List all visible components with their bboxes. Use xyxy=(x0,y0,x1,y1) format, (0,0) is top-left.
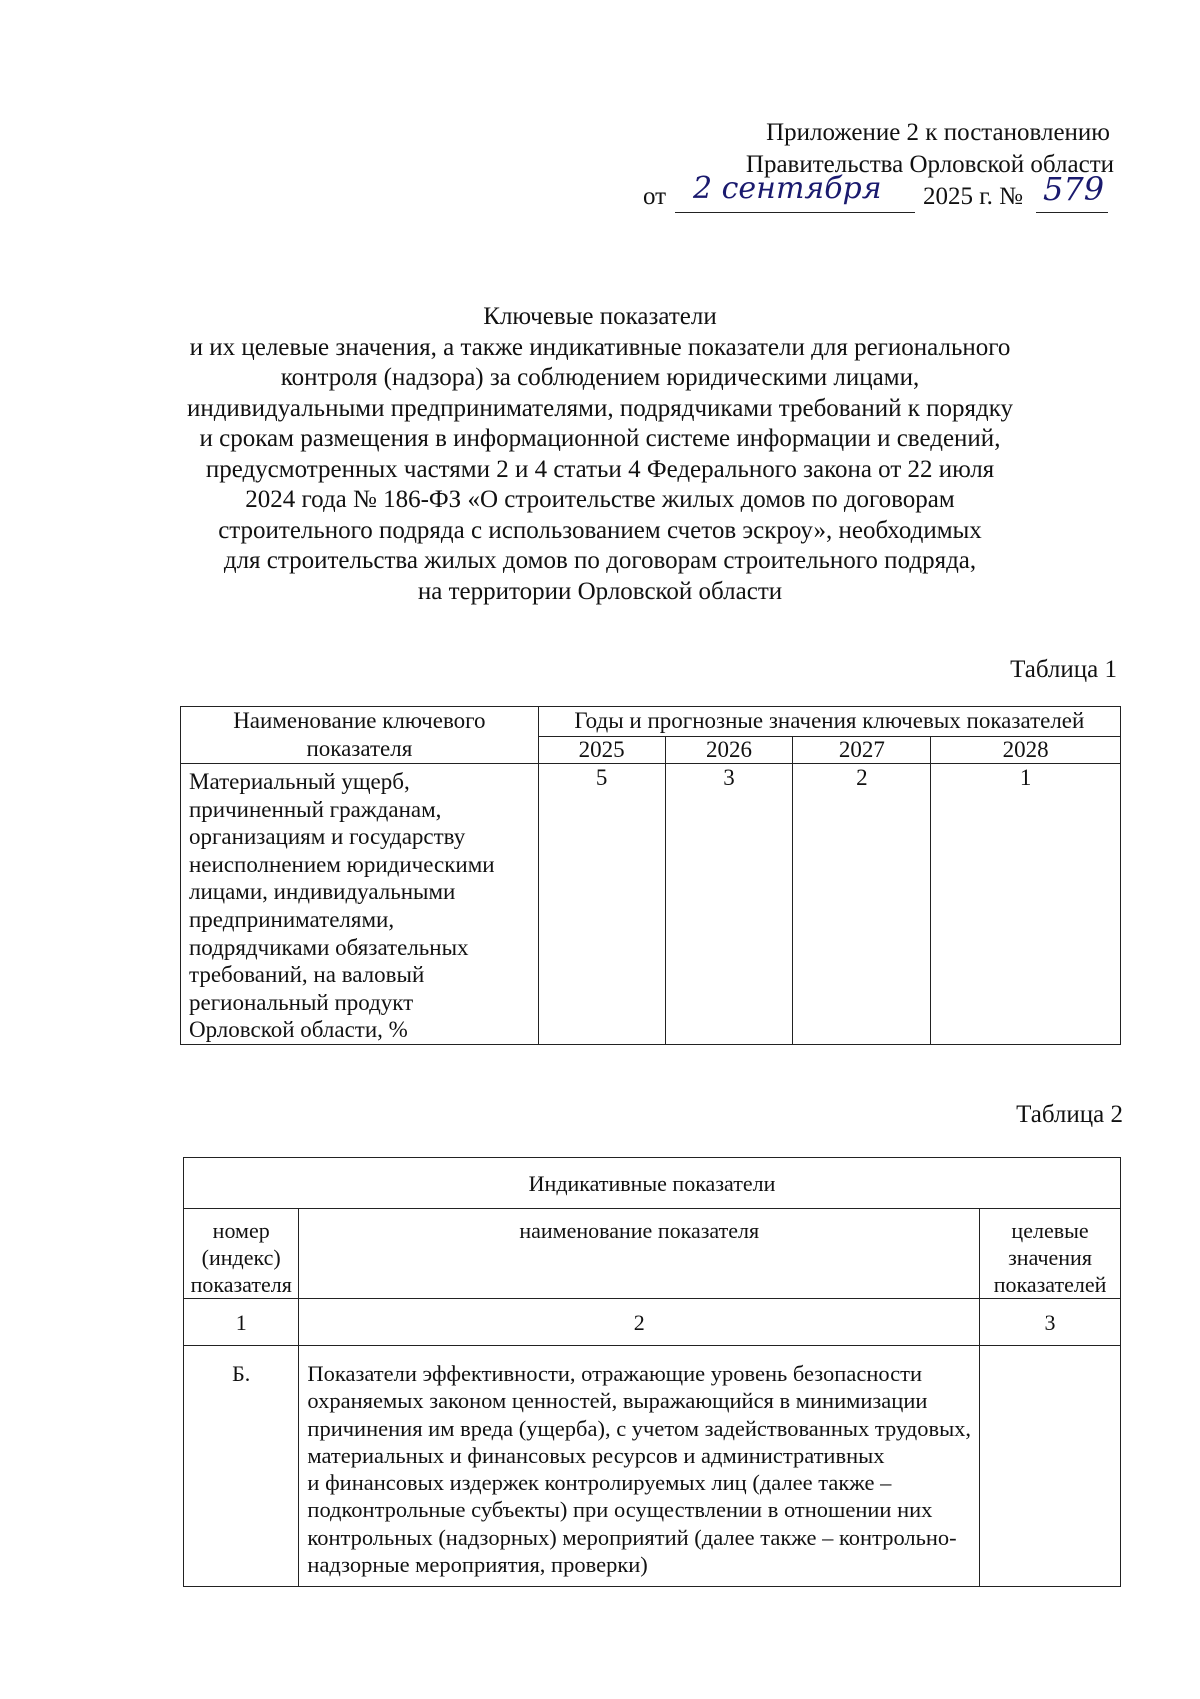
name-line: причиненный гражданам, xyxy=(189,796,442,822)
title-line: контроля (надзора) за соблюдением юридическими лицами, xyxy=(280,364,920,391)
years-header: Годы и прогнозные значения ключевых показателей xyxy=(538,707,1120,737)
document-title xyxy=(150,302,1050,607)
title-line: индивидуальными предпринимателями, подрядчиками требований к порядку xyxy=(186,394,1014,422)
name-line: лицами, индивидуальными xyxy=(189,879,456,905)
value-2025: 5 xyxy=(538,764,665,1045)
title-line: Ключевые показатели xyxy=(483,303,717,330)
description-line: Показатели эффективности, отражающие уровень безопасности xyxy=(307,1361,923,1386)
appendix-line: Приложение 2 к постановлению xyxy=(766,119,1110,146)
table-row xyxy=(181,764,1121,1045)
date-number-line xyxy=(643,170,1113,218)
header-text: номер (индекс) xyxy=(201,1218,281,1270)
name-line: организациям и государству xyxy=(189,824,466,850)
name-line: Материальный ущерб, xyxy=(189,769,410,794)
indicator-name xyxy=(181,764,539,1045)
year-2025: 2025 xyxy=(538,736,665,763)
index-header xyxy=(184,1209,299,1299)
description-line: подконтрольные субъекты) при осуществлении в отношении них xyxy=(307,1497,933,1523)
table2-caption: Таблица 2 xyxy=(1016,1101,1123,1128)
row-target xyxy=(980,1346,1121,1587)
handwritten-number: 579 xyxy=(1043,170,1105,208)
title-line: предусмотренных частями 2 и 4 статьи 4 Федерального закона от 22 июля xyxy=(205,455,995,483)
indicative-title: Индикативные показатели xyxy=(184,1158,1121,1209)
from-label: от xyxy=(643,183,667,210)
year-2028: 2028 xyxy=(931,736,1121,763)
description-line: надзорные мероприятия, проверки) xyxy=(307,1552,648,1578)
table-row xyxy=(184,1346,1121,1587)
name-line: требований, на валовый xyxy=(189,962,425,988)
title-line: и срокам размещения в информационной системе информации и сведений, xyxy=(199,425,1001,452)
target-header xyxy=(980,1209,1121,1299)
description-line: контрольных (надзорных) мероприятий (далее также – контрольно- xyxy=(307,1524,957,1550)
column-number-1: 1 xyxy=(184,1299,299,1346)
title-line: на территории Орловской области xyxy=(417,577,783,605)
handwritten-date: 2 сентября xyxy=(693,171,882,206)
title-line: и их целевые значения, а также индикативные показатели для регионального xyxy=(189,333,1011,361)
name-line: неисполнением юридическими xyxy=(189,851,495,877)
header-text: Наименование ключевого xyxy=(233,708,486,733)
name-line: предпринимателями, xyxy=(189,906,395,932)
year-2027: 2027 xyxy=(793,736,931,763)
name-line: подрядчиками обязательных xyxy=(189,934,469,960)
government-line: Правительства Орловской области xyxy=(745,151,1114,178)
name-header: наименование показателя xyxy=(299,1209,980,1299)
title-line: строительного подряда с использованием счетов эскроу», необходимых xyxy=(218,516,982,544)
year-2026: 2026 xyxy=(665,736,793,763)
description-line: материальных и финансовых ресурсов и административных xyxy=(307,1442,885,1468)
value-2026: 3 xyxy=(665,764,793,1045)
value-2028: 1 xyxy=(931,764,1121,1045)
column-number-2: 2 xyxy=(299,1299,980,1346)
key-indicators-table xyxy=(180,706,1121,1045)
value-2027: 2 xyxy=(793,764,931,1045)
header-text: показателей xyxy=(993,1272,1107,1297)
row-description xyxy=(299,1346,980,1587)
description-line: и финансовых издержек контролируемых лиц (далее также – xyxy=(307,1470,892,1496)
indicative-indicators-table xyxy=(183,1157,1121,1587)
row-index: Б. xyxy=(184,1346,299,1587)
name-line: Орловской области, % xyxy=(189,1017,408,1043)
column-number-3: 3 xyxy=(980,1299,1121,1346)
indicator-name-header xyxy=(181,707,539,764)
name-line: региональный продукт xyxy=(189,989,414,1015)
description-line: причинения им вреда (ущерба), с учетом задействованных трудовых, xyxy=(307,1415,972,1441)
year-number-label: 2025 г. № xyxy=(923,183,1024,210)
title-line: для строительства жилых домов по договорам строительного подряда, xyxy=(223,547,977,574)
header-text: показателя xyxy=(306,736,413,761)
header-text: показателя xyxy=(190,1272,292,1297)
title-line: 2024 года № 186-ФЗ «О строительстве жилых домов по договорам xyxy=(245,486,955,513)
number-blank xyxy=(1036,212,1108,213)
header-text: целевые значения xyxy=(1008,1218,1092,1270)
description-line: охраняемых законом ценностей, выражающийся в минимизации xyxy=(307,1388,928,1414)
date-blank xyxy=(675,212,915,213)
table1-caption: Таблица 1 xyxy=(1010,656,1117,683)
